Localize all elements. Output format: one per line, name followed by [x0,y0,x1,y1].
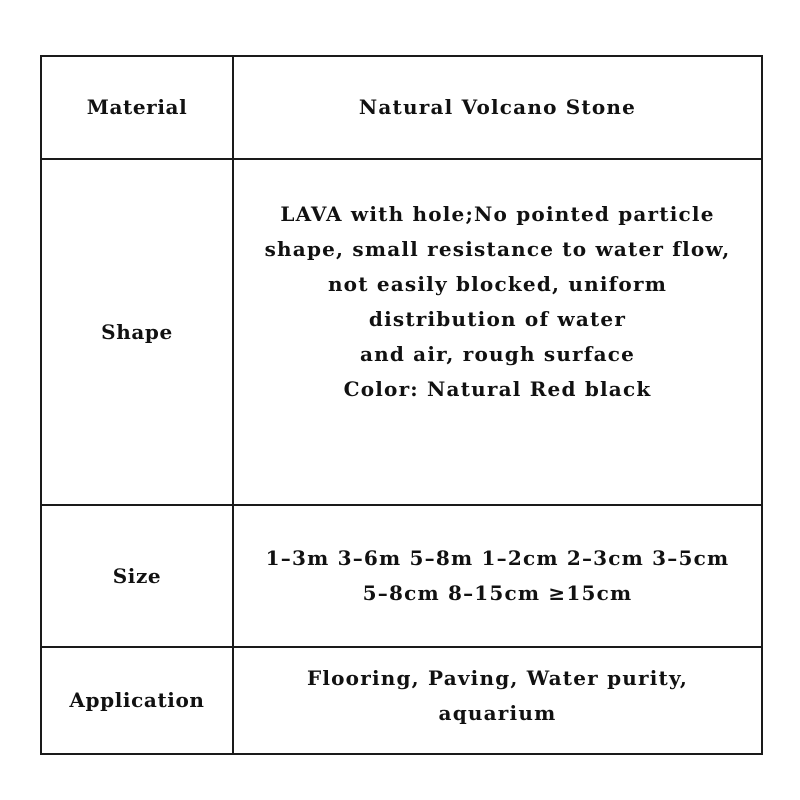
shape-value-line: LAVA with hole;No pointed particle [280,202,715,226]
application-value [233,647,762,754]
shape-value-line: not easily blocked, uniform [327,272,668,296]
shape-value-line: shape, small resistance to water flow, [264,237,731,261]
application-value-line: aquarium [438,700,557,725]
product-spec-table [40,55,763,755]
shape-value [233,159,762,505]
material-value [233,56,762,159]
shape-value-line: and air, rough surface [359,342,636,366]
shape-value-line: Color: Natural Red black [343,377,652,401]
table-row-shape [41,159,762,505]
size-value-line: 1–3m 3–6m 5–8m 1–2cm 2–3cm 3–5cm [265,546,730,570]
application-label: Application [41,647,233,754]
shape-label: Shape [41,159,233,505]
shape-value-line: distribution of water [368,307,627,331]
size-value-line: 5–8cm 8–15cm ≥15cm [362,581,633,605]
table-row-application [41,647,762,754]
application-value-line: Flooring, Paving, Water purity, [306,665,689,690]
size-label: Size [41,505,233,647]
material-label: Material [41,56,233,159]
table-row-size [41,505,762,647]
table-row-material [41,56,762,159]
material-value-line: Natural Volcano Stone [358,95,637,119]
size-value [233,505,762,647]
